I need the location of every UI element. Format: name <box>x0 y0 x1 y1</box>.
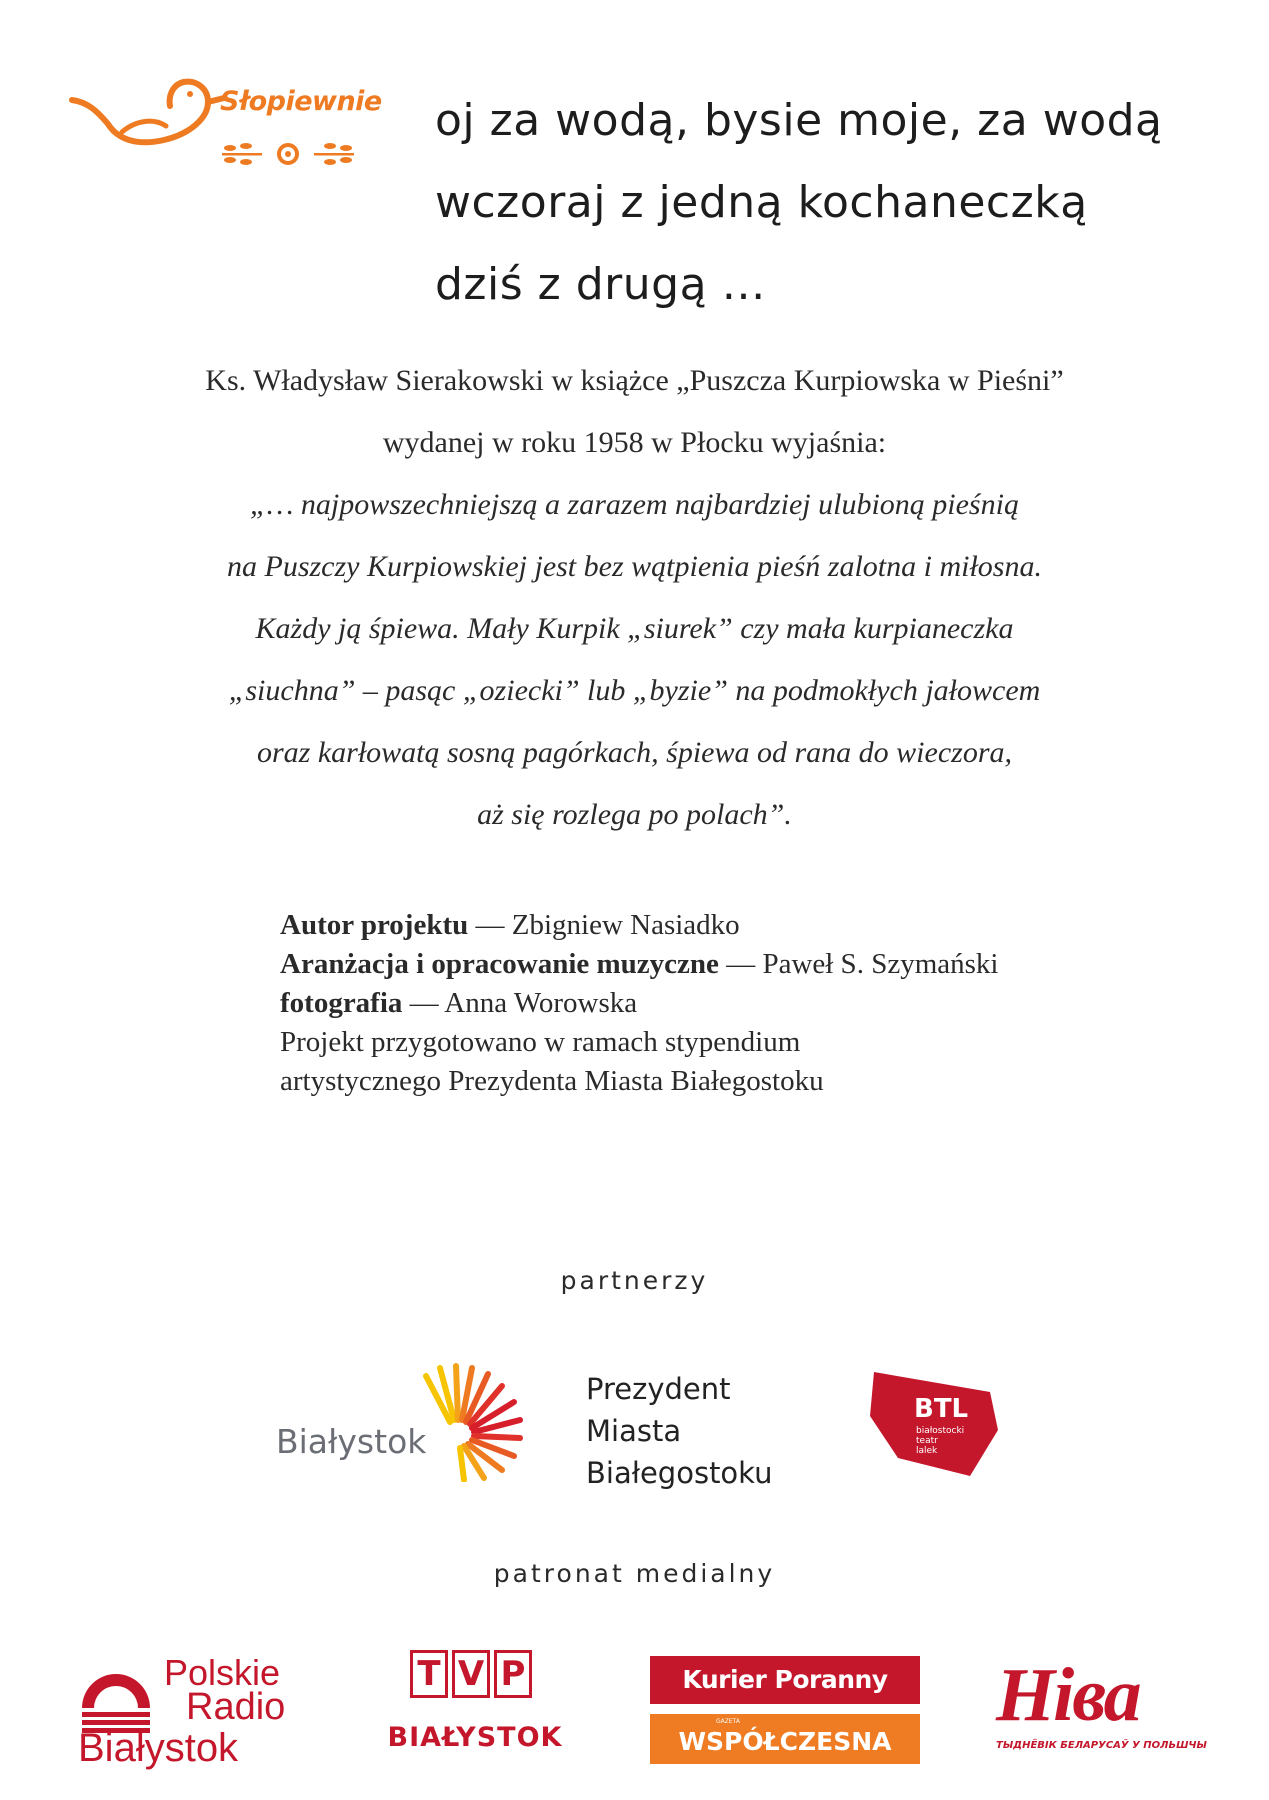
credit-label: Aranżacja i opracowanie muzyczne <box>280 948 719 980</box>
polskie-radio-logo <box>76 1650 316 1770</box>
quote-line: aż się rozlega po polach”. <box>477 798 792 831</box>
radio-word-1: Polskie <box>164 1652 281 1693</box>
credits <box>280 906 998 1101</box>
credit-author <box>280 906 998 945</box>
tvp-city: BIAŁYSTOK <box>387 1722 563 1753</box>
credit-note: Projekt przygotowano w ramach stypendium <box>280 1026 801 1058</box>
credit-arrangement <box>280 945 998 984</box>
folk-ornament-icon <box>218 134 358 174</box>
btl-label: BTL <box>914 1394 969 1424</box>
btl-logo <box>870 1372 1010 1482</box>
bird-icon <box>68 72 228 182</box>
tvp-letter: P <box>494 1650 532 1698</box>
kurier-poranny-logo <box>650 1656 920 1766</box>
prezydent-line: Miasta <box>586 1414 682 1448</box>
bialystok-logo <box>270 1362 510 1482</box>
tvp-bialystok-logo <box>380 1650 570 1770</box>
intro-text <box>0 350 1269 846</box>
prezydent-line: Białegostoku <box>586 1456 773 1490</box>
lyrics-line: dziś z drugą … <box>435 259 767 310</box>
credit-value: — Paweł S. Szymański <box>726 948 999 980</box>
kurier-tiny: GAZETA <box>716 1718 740 1725</box>
credit-label: Autor projektu <box>280 909 469 941</box>
quote-line: na Puszczy Kurpiowskiej jest bez wątpienia pieśń zalotna i miłosna. <box>227 550 1042 583</box>
tvp-boxes <box>410 1650 532 1698</box>
prezydent-line: Prezydent <box>586 1372 731 1406</box>
credit-photo <box>280 984 998 1023</box>
tvp-letter: T <box>410 1650 448 1698</box>
tvp-letter: V <box>452 1650 490 1698</box>
lyrics-line: wczoraj z jedną kochaneczką <box>435 177 1088 228</box>
lyrics-title <box>435 80 1163 326</box>
intro-line: Ks. Władysław Sierakowski w książce „Puszcza Kurpiowska w Pieśni” <box>205 364 1064 397</box>
brand-name: Słopiewnie <box>220 86 382 117</box>
quote-line: „… najpowszechniejszą a zarazem najbardziej ulubioną pieśnią <box>250 488 1019 521</box>
radio-word-3: Białystok <box>78 1726 239 1770</box>
bialystok-word: Białystok <box>276 1422 427 1461</box>
credit-value: — Anna Worowska <box>409 987 638 1019</box>
credit-note: artystycznego Prezydenta Miasta Białegostoku <box>280 1065 824 1097</box>
niva-logo <box>990 1653 1210 1760</box>
radio-word-2: Radio <box>186 1686 286 1728</box>
niva-word: Ніва <box>996 1653 1140 1737</box>
lyrics-line: oj za wodą, bysie moje, za wodą <box>435 95 1163 146</box>
credit-value: — Zbigniew Nasiadko <box>475 909 740 941</box>
kurier-bottom: WSPÓŁCZESNA <box>650 1714 920 1764</box>
quote-line: oraz karłowatą sosną pagórkach, śpiewa od rana do wieczora, <box>256 736 1012 769</box>
quote-line: „siuchna” – pasąc „oziecki” lub „byzie” na podmokłych jałowcem <box>228 674 1041 707</box>
btl-sub-line: lalek <box>916 1446 938 1456</box>
slopiewnie-logo <box>68 72 428 182</box>
partners-title: partnerzy <box>560 1266 709 1295</box>
sunburst-icon <box>420 1362 530 1482</box>
btl-sub-line: białostocki <box>916 1426 965 1436</box>
intro-line: wydanej w roku 1958 w Płocku wyjaśnia: <box>382 426 887 459</box>
quote-line: Każdy ją śpiewa. Mały Kurpik „siurek” czy mała kurpianeczka <box>255 612 1014 645</box>
btl-subtitle <box>916 1426 964 1456</box>
credit-label: fotografia <box>280 987 403 1019</box>
prezydent-logo <box>586 1368 772 1494</box>
niva-subtitle: ТЫДНЁВІК БЕЛАРУСАЎ У ПОЛЬШЧЫ <box>996 1740 1207 1751</box>
kurier-top: Kurier Poranny <box>650 1656 920 1704</box>
btl-sub-line: teatr <box>916 1436 938 1446</box>
media-patronage-title: patronat medialny <box>493 1559 776 1588</box>
